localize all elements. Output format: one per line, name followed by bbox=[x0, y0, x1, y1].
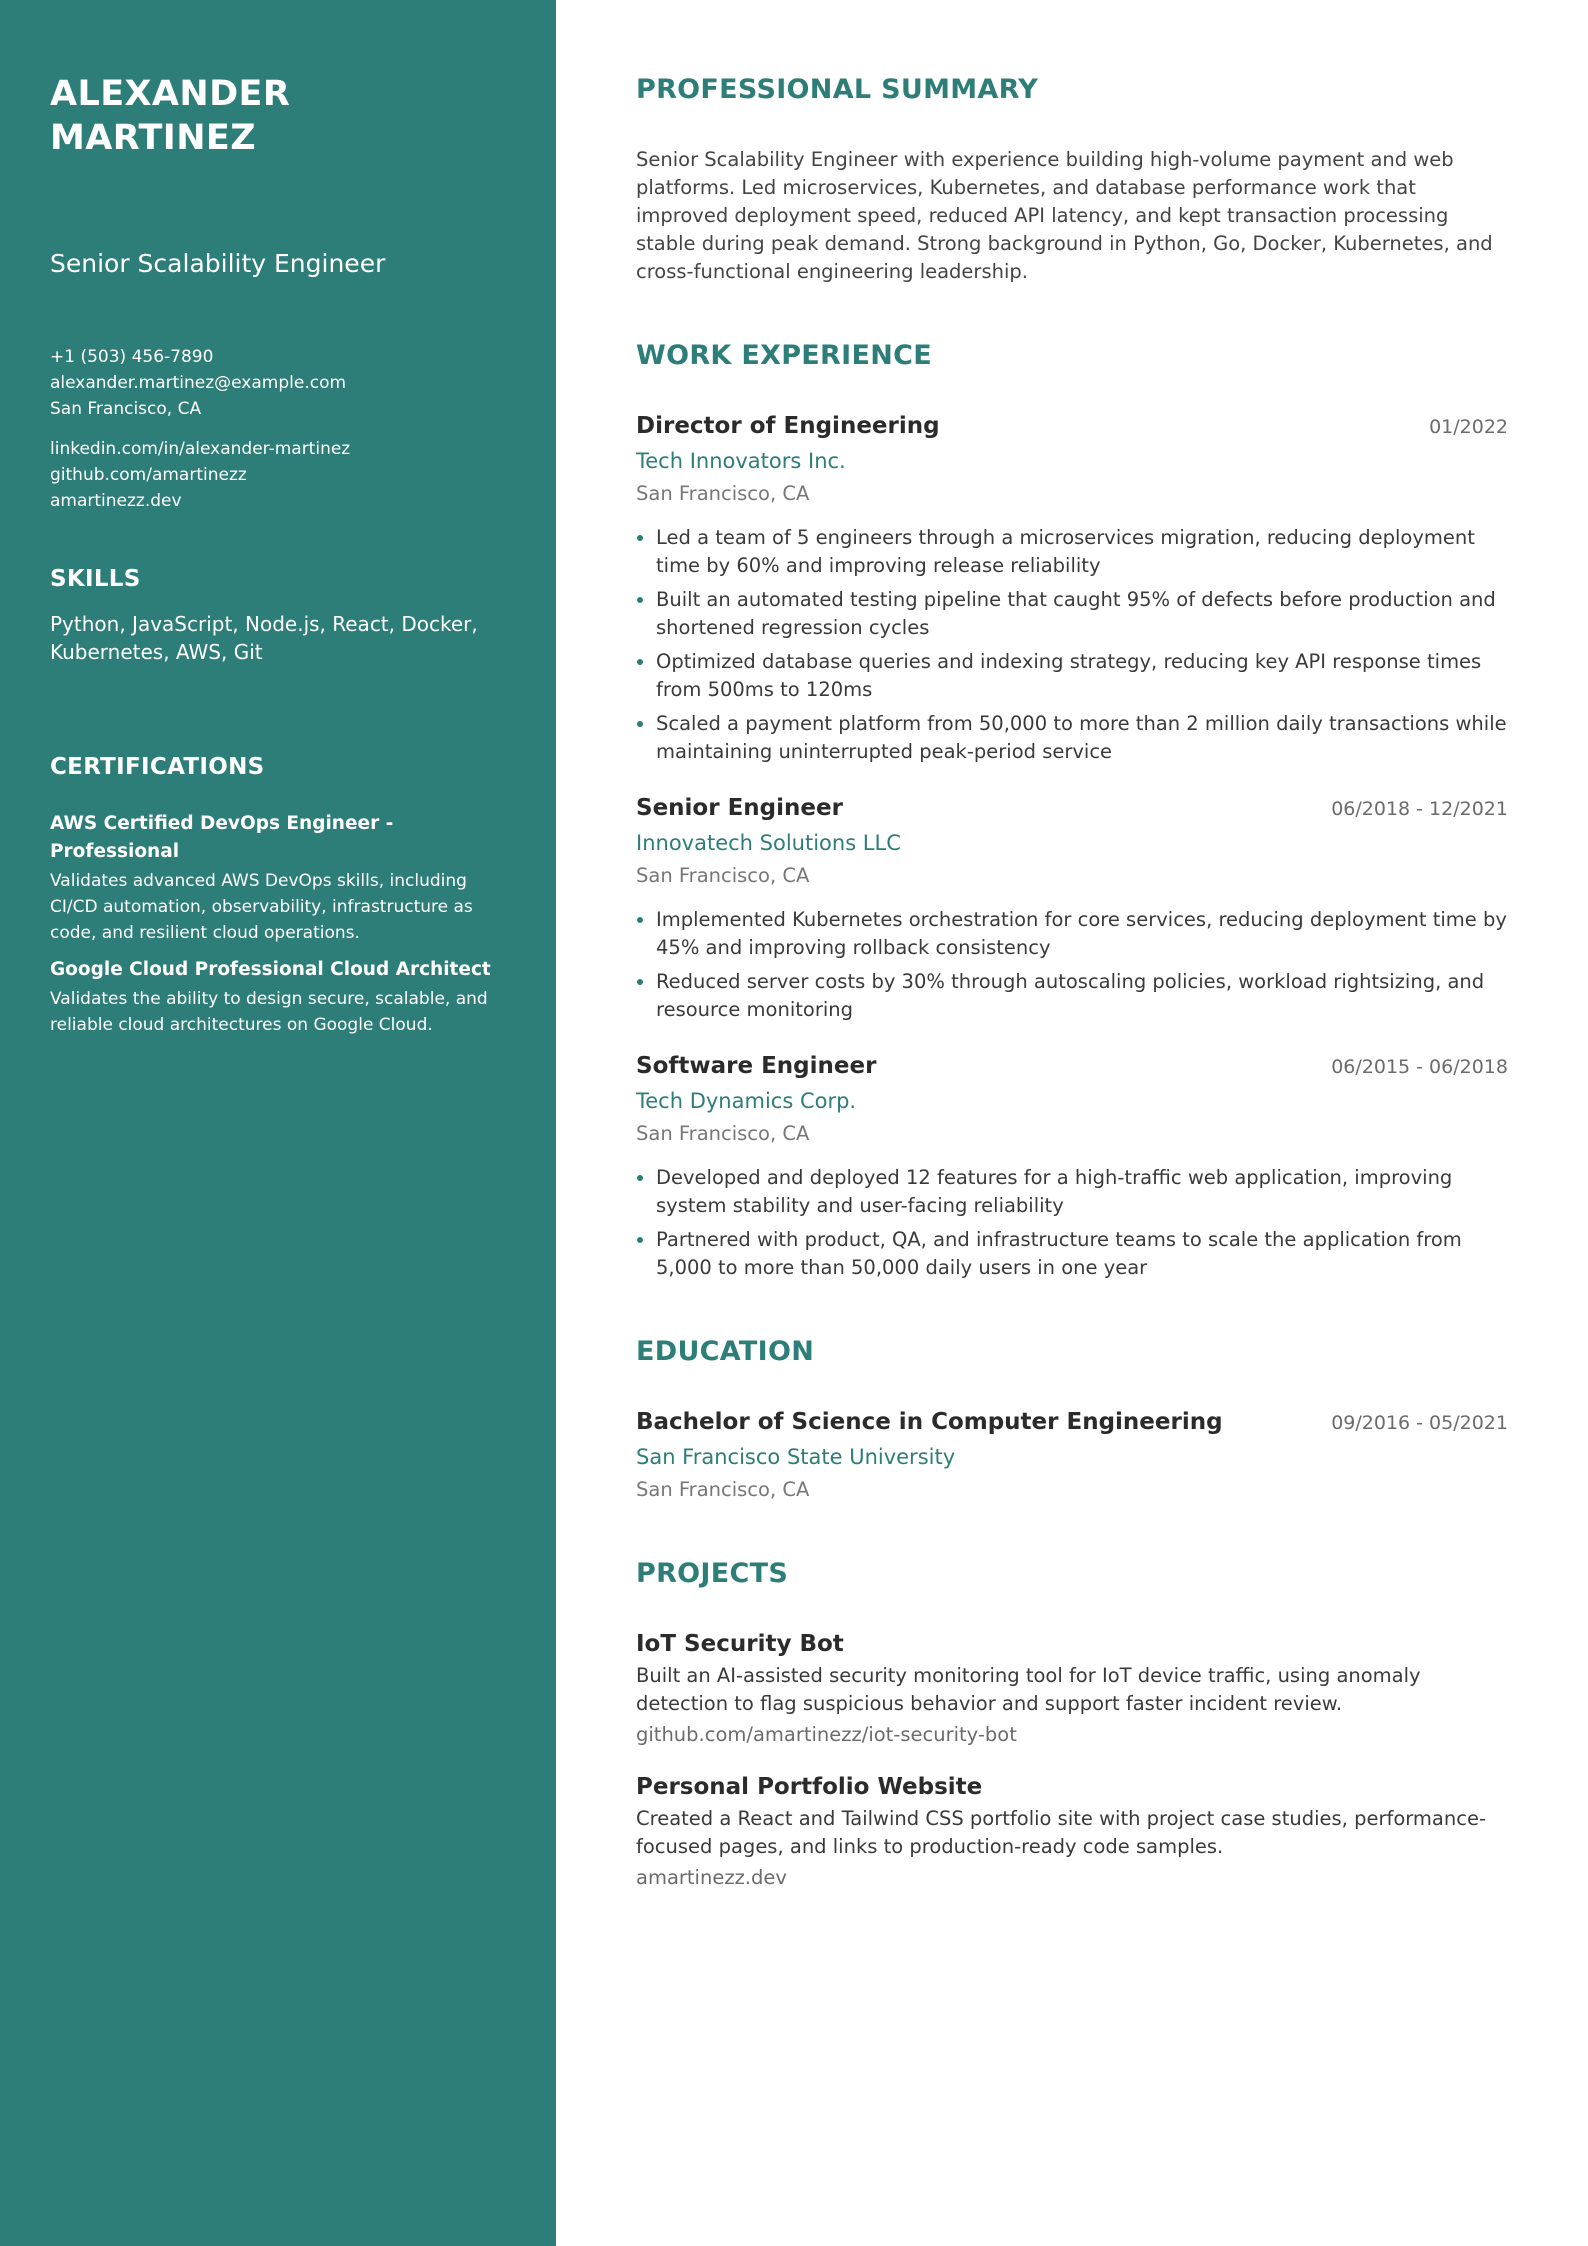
bullet-item: Reduced server costs by 30% through autoscaling policies, workload rightsizing, and resource monitoring bbox=[636, 968, 1508, 1024]
education-list bbox=[636, 1406, 1508, 1504]
links-block bbox=[50, 436, 506, 514]
job-bullets bbox=[636, 906, 1508, 1024]
certification-name: AWS Certified DevOps Engineer - Professional bbox=[50, 813, 394, 862]
project-link[interactable]: amartinezz.dev bbox=[636, 1866, 787, 1889]
project-title: IoT Security Bot bbox=[636, 1631, 844, 1657]
website-link[interactable]: amartinezz.dev bbox=[50, 491, 182, 511]
project-entry bbox=[636, 1771, 1508, 1892]
certification-name: Google Cloud Professional Cloud Architect bbox=[50, 959, 491, 980]
certifications-heading: CERTIFICATIONS bbox=[50, 754, 265, 780]
phone-number: +1 (503) 456-7890 bbox=[50, 347, 214, 367]
bullet-item: Scaled a payment platform from 50,000 to more than 2 million daily transactions while maintaining uninterrupted peak-period service bbox=[636, 710, 1508, 766]
skills-heading: SKILLS bbox=[50, 566, 141, 592]
bullet-item: Built an automated testing pipeline that caught 95% of defects before production and shortened regression cycles bbox=[636, 586, 1508, 642]
summary-heading: PROFESSIONAL SUMMARY bbox=[636, 74, 1039, 105]
school-location: San Francisco, CA bbox=[636, 1478, 810, 1501]
projects-list bbox=[636, 1628, 1508, 1892]
job-bullets bbox=[636, 1164, 1508, 1282]
bullet-item: Implemented Kubernetes orchestration for core services, reducing deployment time by 45% and improving rollback consistency bbox=[636, 906, 1508, 962]
sidebar bbox=[0, 0, 556, 2246]
skills-list: Python, JavaScript, Node.js, React, Docker, Kubernetes, AWS, Git bbox=[50, 612, 478, 664]
project-title: Personal Portfolio Website bbox=[636, 1774, 983, 1800]
bullet-item: Led a team of 5 engineers through a microservices migration, reducing deployment time by 60% and improving release reliability bbox=[636, 524, 1508, 580]
job-title: Senior Engineer bbox=[636, 795, 843, 821]
location: San Francisco, CA bbox=[50, 399, 202, 419]
project-description: Created a React and Tailwind CSS portfolio site with project case studies, performance-focused pages, and links to production-ready code samples. bbox=[636, 1807, 1486, 1858]
experience-entry bbox=[636, 1050, 1508, 1282]
project-entry bbox=[636, 1628, 1508, 1749]
certification-description: Validates the ability to design secure, scalable, and reliable cloud architectures on Google Cloud. bbox=[50, 989, 488, 1035]
job-date: 06/2015 - 06/2018 bbox=[1331, 1056, 1508, 1078]
email-address: alexander.martinez@example.com bbox=[50, 373, 347, 393]
job-date: 06/2018 - 12/2021 bbox=[1331, 798, 1508, 820]
experience-entry bbox=[636, 410, 1508, 766]
project-description: Built an AI-assisted security monitoring tool for IoT device traffic, using anomaly detection to flag suspicious behavior and support faster incident review. bbox=[636, 1664, 1421, 1715]
job-location: San Francisco, CA bbox=[636, 482, 810, 505]
education-heading: EDUCATION bbox=[636, 1336, 815, 1367]
degree-title: Bachelor of Science in Computer Engineering bbox=[636, 1409, 1223, 1435]
school-name: San Francisco State University bbox=[636, 1445, 956, 1469]
job-bullets bbox=[636, 524, 1508, 766]
summary-text: Senior Scalability Engineer with experience building high-volume payment and web platforms. Led microservices, Kubernetes, and database performance work that improved deployment speed, reduced API latency, and kept transaction processing stable during peak demand. Strong background in Python, Go, Docker, Kubernetes, and cross-functional engineering leadership. bbox=[636, 148, 1493, 283]
job-location: San Francisco, CA bbox=[636, 1122, 810, 1145]
job-date: 01/2022 bbox=[1429, 416, 1508, 438]
experience-entry bbox=[636, 792, 1508, 1024]
experience-heading: WORK EXPERIENCE bbox=[636, 340, 932, 371]
job-title: Software Engineer bbox=[636, 1053, 877, 1079]
certification-item bbox=[50, 956, 506, 1038]
project-link[interactable]: github.com/amartinezz/iot-security-bot bbox=[636, 1723, 1017, 1746]
bullet-item: Optimized database queries and indexing strategy, reducing key API response times from 500ms to 120ms bbox=[636, 648, 1508, 704]
main-content bbox=[556, 0, 1588, 2246]
bullet-item: Developed and deployed 12 features for a high-traffic web application, improving system stability and user-facing reliability bbox=[636, 1164, 1508, 1220]
projects-heading: PROJECTS bbox=[636, 1558, 789, 1589]
company-name: Innovatech Solutions LLC bbox=[636, 831, 901, 855]
job-title: Director of Engineering bbox=[636, 413, 940, 439]
education-date: 09/2016 - 05/2021 bbox=[1331, 1412, 1508, 1434]
github-link[interactable]: github.com/amartinezz bbox=[50, 465, 247, 485]
linkedin-link[interactable]: linkedin.com/in/alexander-martinez bbox=[50, 439, 351, 459]
company-name: Tech Innovators Inc. bbox=[636, 449, 846, 473]
certification-item bbox=[50, 810, 506, 946]
certification-description: Validates advanced AWS DevOps skills, including CI/CD automation, observability, infrastructure as code, and resilient cloud operations. bbox=[50, 871, 473, 943]
experience-list bbox=[636, 410, 1508, 1282]
candidate-role: Senior Scalability Engineer bbox=[50, 249, 386, 278]
company-name: Tech Dynamics Corp. bbox=[636, 1089, 857, 1113]
certifications-list bbox=[50, 810, 506, 1038]
education-entry bbox=[636, 1406, 1508, 1504]
candidate-name: ALEXANDER MARTINEZ bbox=[50, 74, 291, 158]
job-location: San Francisco, CA bbox=[636, 864, 810, 887]
contact-block bbox=[50, 344, 506, 422]
bullet-item: Partnered with product, QA, and infrastructure teams to scale the application from 5,000 to more than 50,000 daily users in one year bbox=[636, 1226, 1508, 1282]
